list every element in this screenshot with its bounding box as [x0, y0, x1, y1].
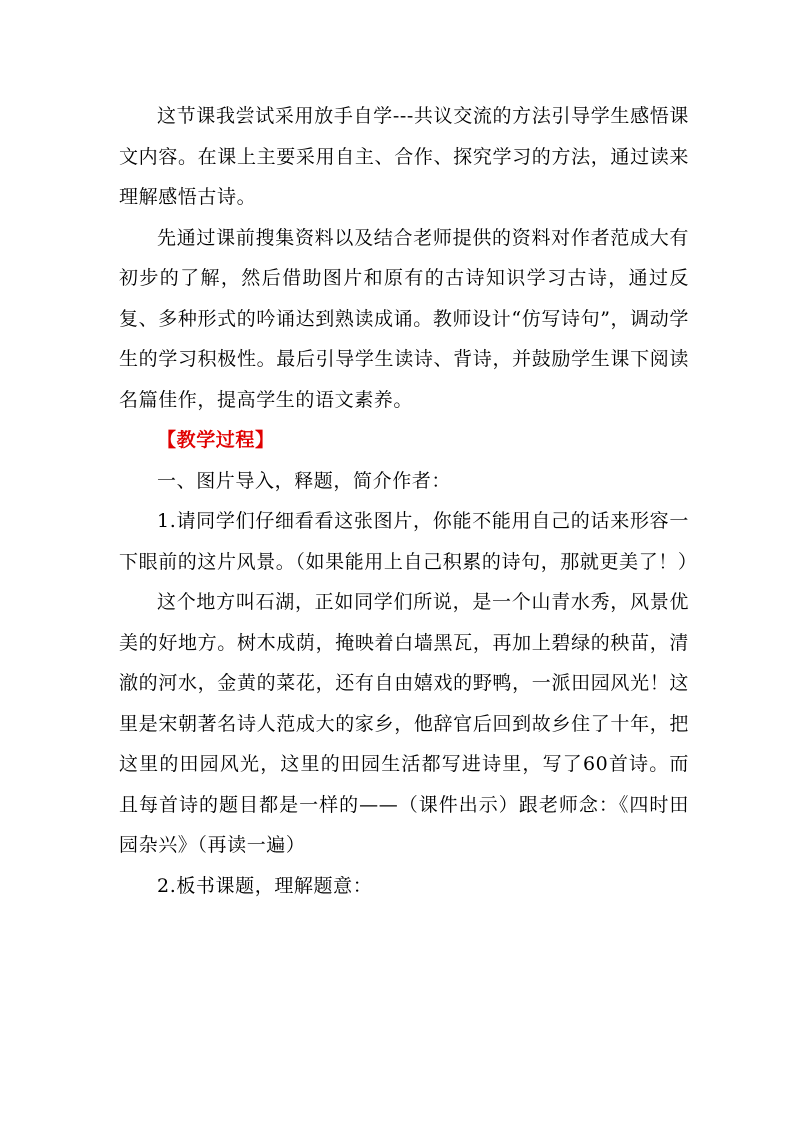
section-heading: 【教学过程】: [157, 429, 275, 451]
process-step-1-2: 2.板书课题，理解题意：: [157, 874, 373, 897]
intro-paragraph-1: 这节课我尝试采用放手自学---共议交流的方法引导学生感悟课文内容。在课上主要采用自主、合作、探究学习的方法，通过读来理解感悟古诗。: [119, 105, 689, 208]
intro-paragraph-2: 先通过课前搜集资料以及结合老师提供的资料对作者范成大有初步的了解，然后借助图片和原有的古诗知识学习古诗，通过反复、多种形式的吟诵达到熟读成诵。教师设计“仿写诗句”，调动学生的学习积极性。最后引导学生读诗、背诗，并鼓励学生课下阅读名篇佳作，提高学生的语文素养。: [119, 226, 689, 411]
process-step-1-title: 一、图片导入，释题，简介作者：: [157, 469, 452, 492]
document-page: [119, 96, 698, 906]
process-narrative: 这个地方叫石湖，正如同学们所说，是一个山青水秀，风景优美的好地方。树木成荫，掩映着白墙黑瓦，再加上碧绿的秧苗，清澈的河水，金黄的菜花，还有自由嬉戏的野鸭，一派田园风光！这里是宋朝著名诗人范成大的家乡，他辞官后回到故乡住了十年，把这里的田园风光，这里的田园生活都写进诗里，写了60首诗。而且每首诗的题目都是一样的——（课件出示）跟老师念：《四时田园杂兴》（再读一遍）: [119, 591, 689, 856]
process-step-1-1: 1.请同学们仔细看看这张图片，你能不能用自己的话来形容一下眼前的这片风景。（如果能用上自己积累的诗句，那就更美了！）: [119, 510, 698, 573]
